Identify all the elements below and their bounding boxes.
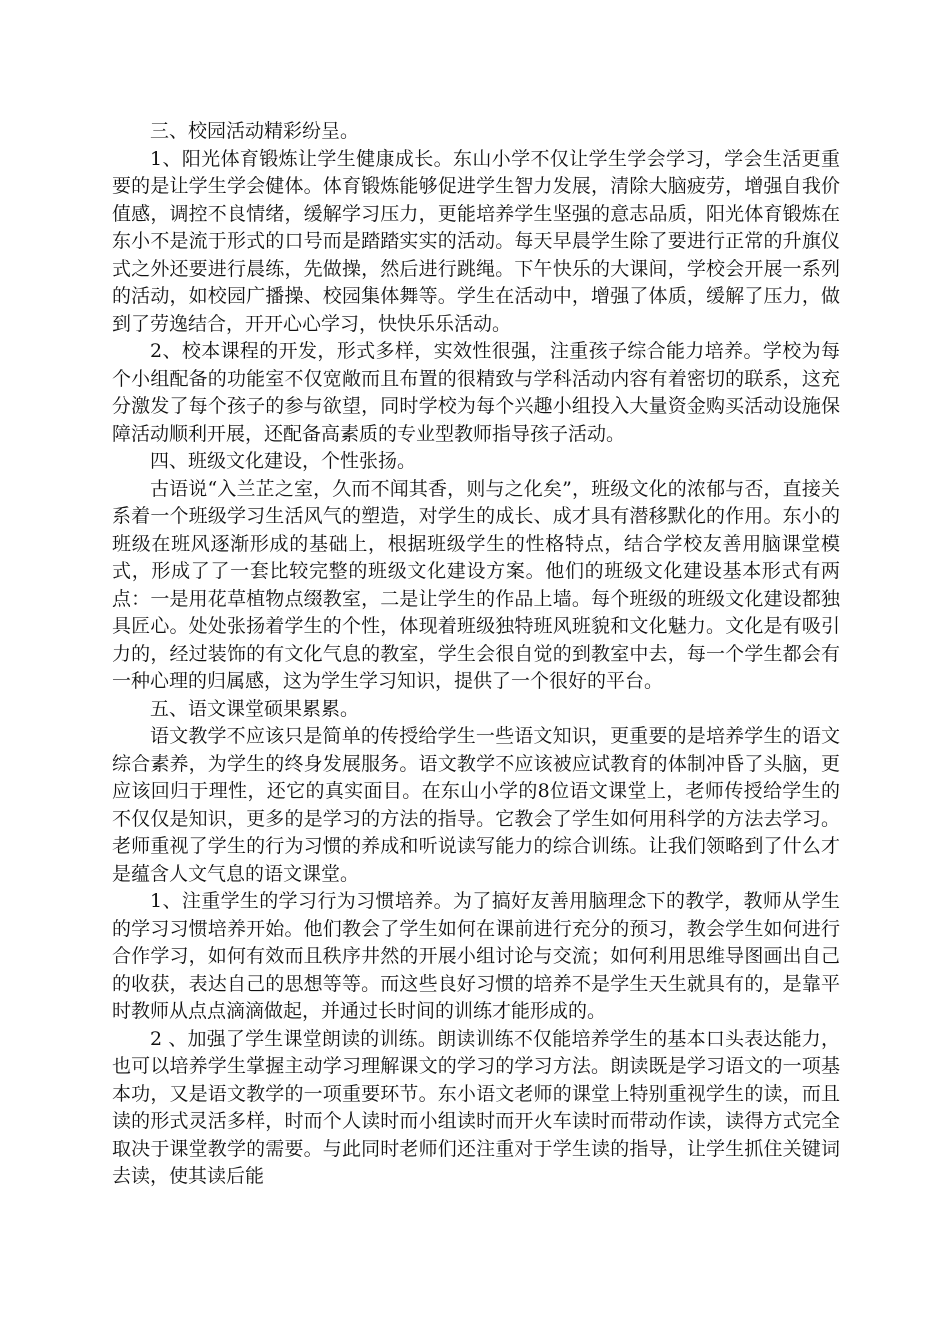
document-page [112,118,840,1191]
section-heading-class-culture: 四、班级文化建设，个性张扬。 [150,450,417,472]
paragraph-class-culture: 古语说“入兰芷之室，久而不闻其香，则与之化矣”，班级文化的浓郁与否，直接关系着一个班级学习生活风气的塑造，对学生的成长、成才具有潜移默化的作用。东小的班级在班风逐渐形成的基础上，根据班级学生的性格特点，结合学校友善用脑课堂模式，形成了了一套比较完整的班级文化建设方案。他们的班级文化建设基本形式有两点：一是用花草植物点缀教室，二是让学生的作品上墙。每个班级的班级文化建设都独具匠心。处处张扬着学生的个性，体现着班级独特班风班貌和文化魅力。文化是有吸引力的，经过装饰的有文化气息的教室，学生会很自觉的到教室中去，每一个学生都会有一种心理的归属感，这为学生学习知识，提供了一个很好的平台。 [112,477,840,692]
paragraph-sunshine-sports: 1、阳光体育锻炼让学生健康成长。东山小学不仅让学生学会学习，学会生活更重要的是让学生学会健体。体育锻炼能够促进学生智力发展，清除大脑疲劳，增强自我价值感，调控不良情绪，缓解学习压力，更能培养学生坚强的意志品质，阳光体育锻炼在东小不是流于形式的口号而是踏踏实实的活动。每天早晨学生除了要进行正常的升旗仪式之外还要进行晨练，先做操，然后进行跳绳。下午快乐的大课间，学校会开展一系列的活动，如校园广播操、校园集体舞等。学生在活动中，增强了体质，缓解了压力，做到了劳逸结合，开开心心学习，快快乐乐活动。 [112,147,840,335]
paragraph-learning-habits: 1、注重学生的学习行为习惯培养。为了搞好友善用脑理念下的教学，教师从学生的学习习惯培养开始。他们教会了学生如何在课前进行充分的预习，教会学生如何进行合作学习，如何有效而且秩序井然的开展小组讨论与交流；如何利用思维导图画出自己的收获，表达自己的思想等等。而这些良好习惯的培养不是学生天生就具有的，是靠平时教师从点点滴滴做起，并通过长时间的训练才能形成的。 [112,890,840,1022]
paragraph-chinese-teaching: 语文教学不应该只是简单的传授给学生一些语文知识，更重要的是培养学生的语文综合素养，为学生的终身发展服务。语文教学不应该被应试教育的体制冲昏了头脑，更应该回归于理性，还它的真实面目。在东山小学的8位语文课堂上，老师传授给学生的不仅仅是知识，更多的是学习的方法的指导。它教会了学生如何用科学的方法去学习。老师重视了学生的行为习惯的养成和听说读写能力的综合训练。让我们领略到了什么才是蕴含人文气息的语文课堂。 [112,725,840,885]
paragraph-reading-training: 2 、加强了学生课堂朗读的训练。朗读训练不仅能培养学生的基本口头表达能力，也可以培养学生掌握主动学习理解课文的学习的学习方法。朗读既是学习语文的一项基本功，又是语文教学的一项重要环节。东小语文老师的课堂上特别重视学生的读，而且读的形式灵活多样，时而个人读时而小组读时而开火车读时而带动作读，读得方式完全取决于课堂教学的需要。与此同时老师们还注重对于学生读的指导，让学生抓住关键词去读，使其读后能 [112,1027,840,1187]
section-heading-chinese-class: 五、语文课堂硕果累累。 [150,697,360,720]
paragraph-school-curriculum: 2、校本课程的开发，形式多样，实效性很强，注重孩子综合能力培养。学校为每个小组配备的功能室不仅宽敞而且布置的很精致与学科活动内容有着密切的联系，这充分激发了每个孩子的参与欲望，同时学校为每个兴趣小组投入大量资金购买活动设施保障活动顺利开展，还配备高素质的专业型教师指导孩子活动。 [112,340,840,445]
section-heading-campus-activities: 三、校园活动精彩纷呈。 [150,120,360,142]
